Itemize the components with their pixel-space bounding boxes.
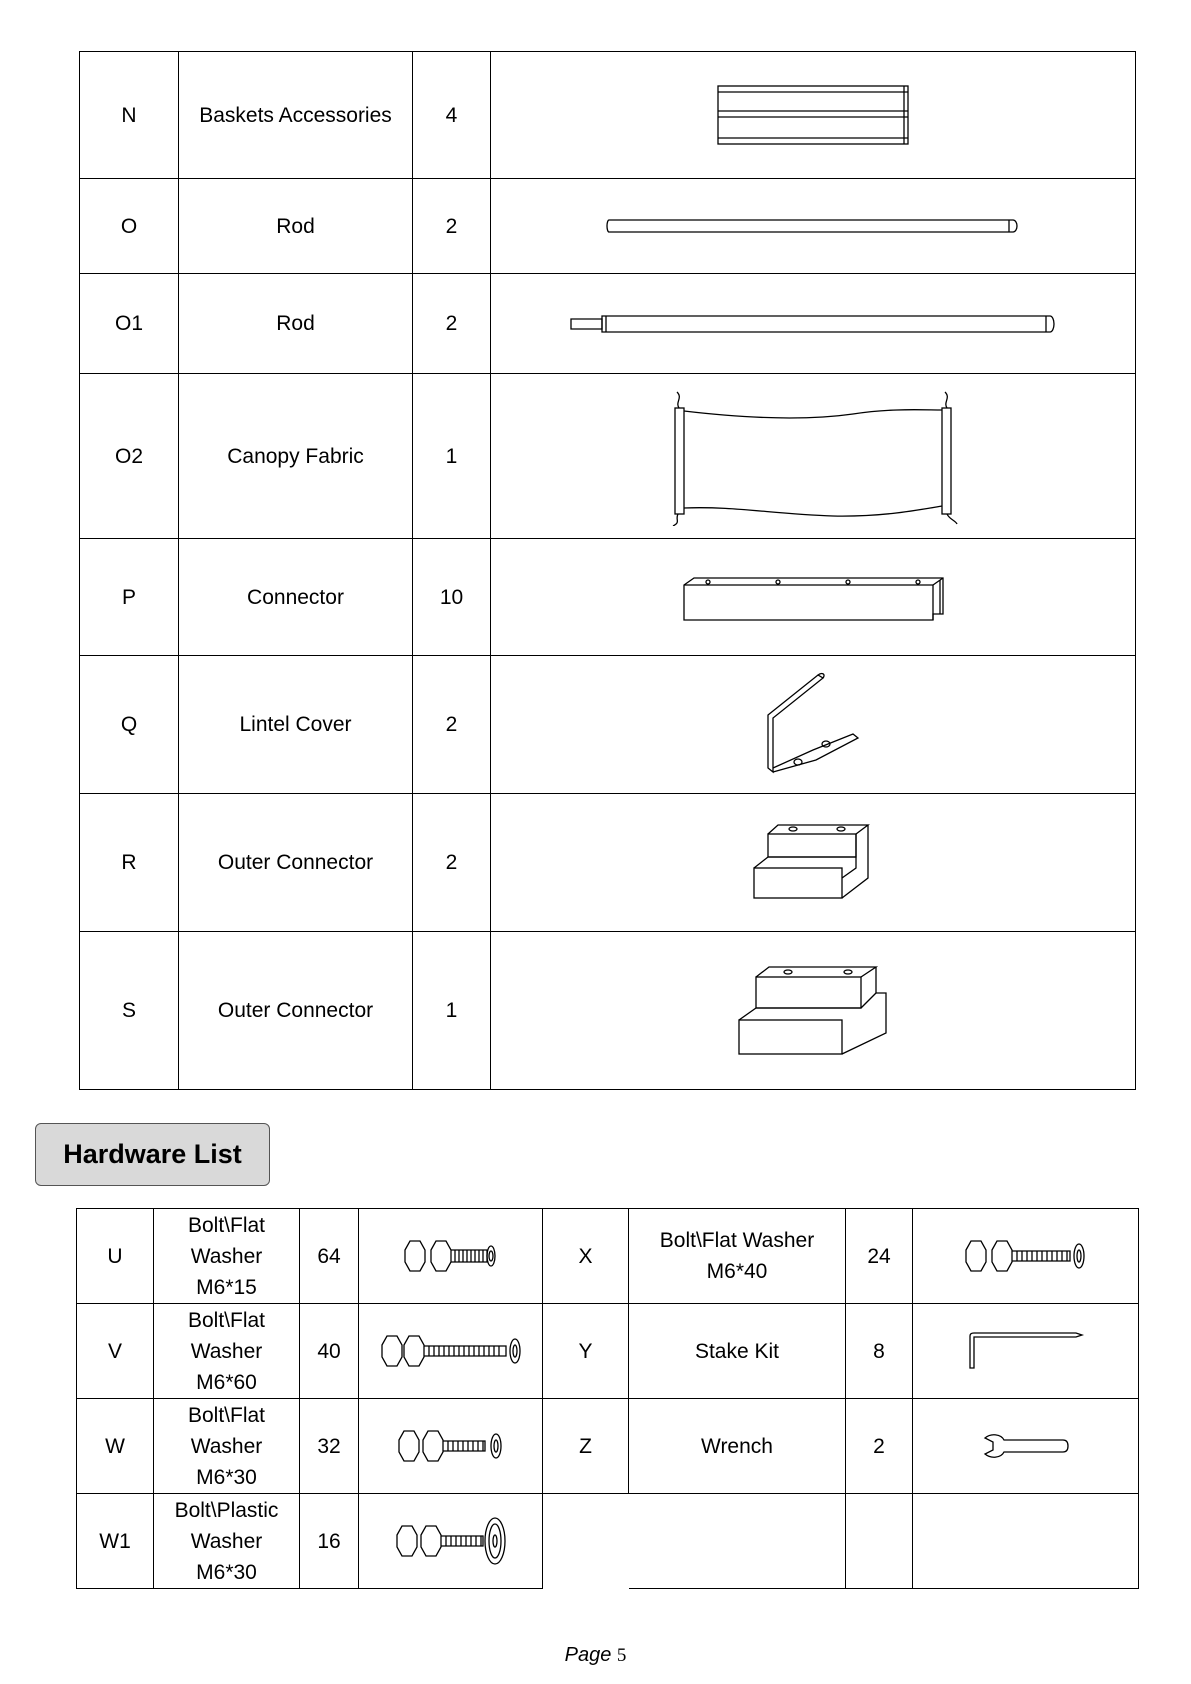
hardware-qty: 24 <box>846 1209 913 1304</box>
basket-accessory-icon <box>713 80 913 150</box>
part-qty: 2 <box>413 794 491 932</box>
hardware-qty: 2 <box>846 1399 913 1494</box>
wrench-icon <box>981 1430 1071 1462</box>
part-name: Connector <box>179 539 413 656</box>
part-qty: 4 <box>413 52 491 179</box>
hardware-qty: 16 <box>300 1494 359 1589</box>
hardware-id: X <box>543 1209 629 1304</box>
rod-icon <box>603 216 1023 236</box>
part-id: O <box>80 179 179 274</box>
bolt-40-icon <box>962 1238 1090 1274</box>
hardware-qty: 8 <box>846 1304 913 1399</box>
parts-row <box>80 274 1136 374</box>
hardware-name: Bolt\Plastic Washer M6*30 <box>154 1494 300 1589</box>
hardware-list-title: Hardware List <box>35 1123 270 1186</box>
hardware-name: Stake Kit <box>629 1304 846 1399</box>
part-id: S <box>80 932 179 1090</box>
part-name: Canopy Fabric <box>179 374 413 539</box>
part-qty: 1 <box>413 932 491 1090</box>
page-label: Page <box>564 1644 612 1666</box>
hardware-id: U <box>77 1209 154 1304</box>
parts-row <box>80 794 1136 932</box>
stepped-rod-icon <box>568 312 1058 336</box>
part-qty: 10 <box>413 539 491 656</box>
page-number: 5 <box>616 1645 627 1666</box>
part-name: Outer Connector <box>179 794 413 932</box>
part-id: O1 <box>80 274 179 374</box>
hardware-row <box>77 1494 1139 1589</box>
outer-connector-large-icon <box>736 963 891 1058</box>
hardware-qty: 64 <box>300 1209 359 1304</box>
part-id: P <box>80 539 179 656</box>
part-qty: 2 <box>413 179 491 274</box>
medium-bolt-icon <box>395 1428 507 1464</box>
hardware-name: Bolt\Flat Washer M6*40 <box>629 1209 846 1304</box>
part-name: Lintel Cover <box>179 656 413 794</box>
hardware-row <box>77 1304 1139 1399</box>
hardware-id: W <box>77 1399 154 1494</box>
part-id: O2 <box>80 374 179 539</box>
hardware-row <box>77 1399 1139 1494</box>
part-name: Outer Connector <box>179 932 413 1090</box>
part-qty: 1 <box>413 374 491 539</box>
parts-row <box>80 539 1136 656</box>
hardware-id: W1 <box>77 1494 154 1589</box>
hardware-id: Y <box>543 1304 629 1399</box>
hardware-name: Bolt\Flat Washer M6*15 <box>154 1209 300 1304</box>
bolt-plastic-washer-icon <box>393 1516 509 1566</box>
part-qty: 2 <box>413 656 491 794</box>
parts-row <box>80 374 1136 539</box>
page-footer <box>0 1644 1191 1667</box>
part-name: Rod <box>179 274 413 374</box>
part-id: Q <box>80 656 179 794</box>
hardware-name: Wrench <box>629 1399 846 1494</box>
parts-row <box>80 52 1136 179</box>
part-name: Rod <box>179 179 413 274</box>
part-qty: 2 <box>413 274 491 374</box>
long-bolt-icon <box>378 1333 524 1369</box>
hardware-qty: 32 <box>300 1399 359 1494</box>
hardware-qty: 40 <box>300 1304 359 1399</box>
parts-row <box>80 932 1136 1090</box>
hardware-id: V <box>77 1304 154 1399</box>
canopy-fabric-icon <box>663 386 963 526</box>
outer-connector-icon <box>751 820 876 905</box>
part-id: N <box>80 52 179 179</box>
hardware-row <box>77 1209 1139 1304</box>
part-id: R <box>80 794 179 932</box>
part-name: Baskets Accessories <box>179 52 413 179</box>
parts-row <box>80 179 1136 274</box>
hardware-name: Bolt\Flat Washer M6*60 <box>154 1304 300 1399</box>
hardware-table <box>76 1208 1139 1589</box>
short-bolt-icon <box>401 1238 501 1274</box>
connector-channel-icon <box>678 572 948 622</box>
hardware-id: Z <box>543 1399 629 1494</box>
parts-row <box>80 656 1136 794</box>
lintel-cover-icon <box>758 670 868 780</box>
parts-table <box>79 51 1136 1090</box>
stake-icon <box>964 1330 1088 1372</box>
hardware-name: Bolt\Flat Washer M6*30 <box>154 1399 300 1494</box>
